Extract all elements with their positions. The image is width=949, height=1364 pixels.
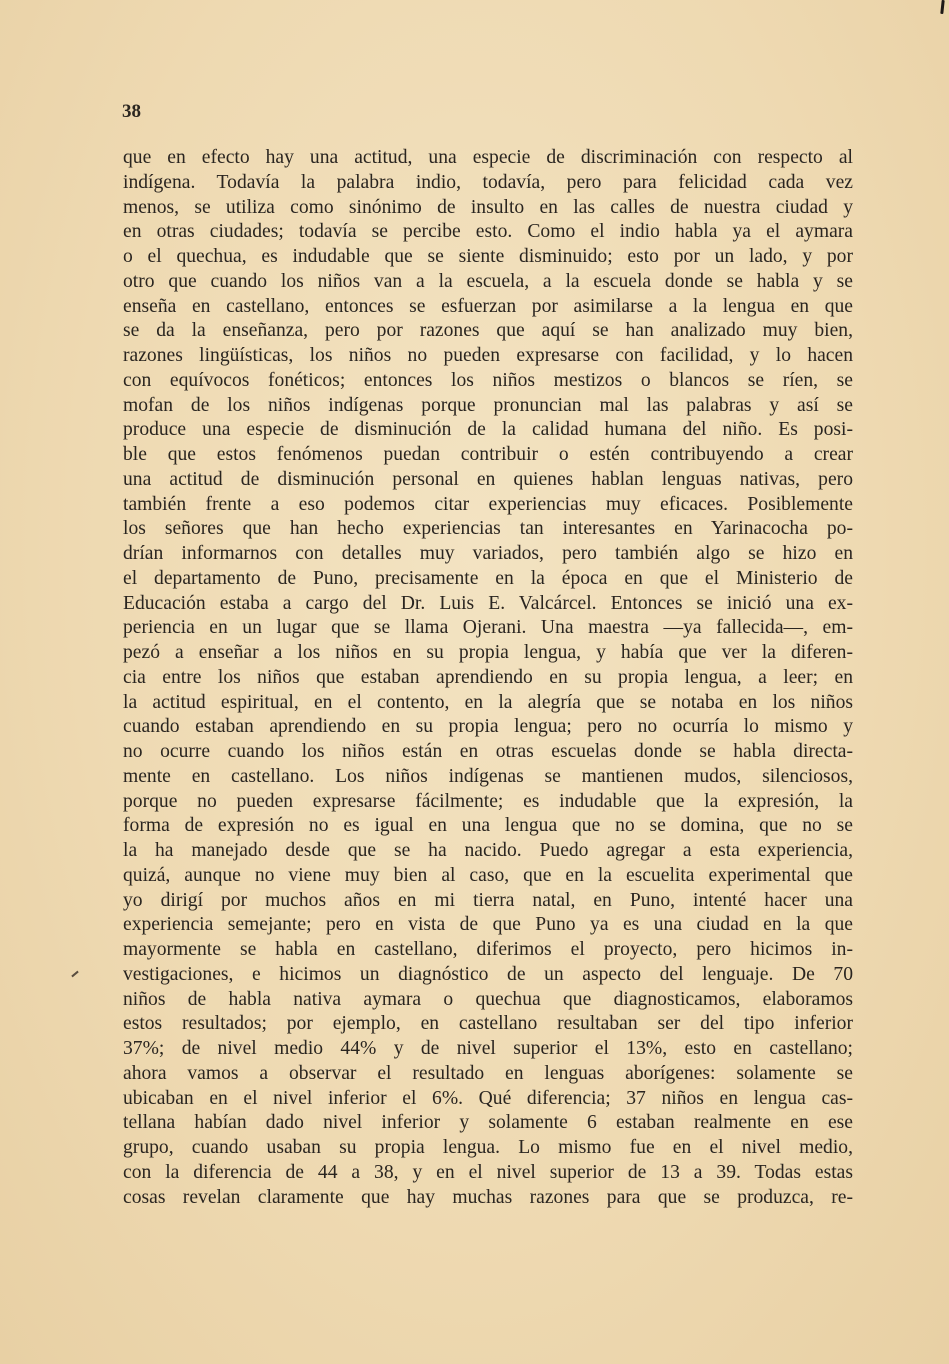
text-line: se da la enseñanza, pero por razones que aquí se han analizado muy bien, (123, 320, 853, 342)
text-line: indígena. Todavía la palabra indio, todavía, pero para felicidad cada vez (123, 171, 853, 193)
text-line: menos, se utiliza como sinónimo de insulto en las calles de nuestra ciudad y (123, 196, 853, 218)
text-line: niños de habla nativa aymara o quechua que diagnosticamos, elaboramos (123, 988, 853, 1010)
text-line: quizá, aunque no viene muy bien al caso, que en la escuelita experimental que (123, 864, 853, 886)
text-line: razones lingüísticas, los niños no pueden expresarse con facilidad, y lo hacen (123, 345, 853, 366)
text-line: 37%; de nivel medio 44% y de nivel superior el 13%, esto en castellano; (123, 1038, 853, 1059)
text-line: en otras ciudades; todavía se percibe esto. Como el indio habla ya el aymara (123, 221, 853, 243)
text-line: la ha manejado desde que se ha nacido. Puedo agregar a esta experiencia, (123, 840, 853, 861)
text-line: mofan de los niños indígenas porque pronuncian mal las palabras y así se (123, 394, 853, 416)
text-line: el departamento de Puno, precisamente en la época en que el Ministerio de (123, 567, 853, 589)
text-line: una actitud de disminución personal en quienes hablan lenguas nativas, pero (123, 468, 853, 490)
text-line: estos resultados; por ejemplo, en castellano resultaban ser del tipo inferior (123, 1013, 853, 1035)
text-line: tellana habían dado nivel inferior y solamente 6 estaban realmente en ese (123, 1112, 853, 1134)
text-line: los señores que han hecho experiencias tan interesantes en Yarinacocha po- (123, 518, 853, 540)
text-line: produce una especie de disminución de la calidad humana del niño. Es posi- (123, 419, 853, 441)
text-line: ubicaban en el nivel inferior el 6%. Qué diferencia; 37 niños en lengua cas- (123, 1087, 853, 1109)
text-line: cuando estaban aprendiendo en su propia lengua; pero no ocurría lo mismo y (123, 716, 853, 738)
margin-pencil-mark (71, 971, 78, 978)
text-line: periencia en un lugar que se llama Ojerani. Una maestra —ya fallecida—, em- (123, 617, 853, 639)
text-line: experiencia semejante; pero en vista de que Puno ya es una ciudad en la que (123, 914, 853, 936)
text-line: mayormente se habla en castellano, diferimos el proyecto, pero hicimos in- (123, 939, 853, 960)
text-line: o el quechua, es indudable que se siente disminuido; esto por un lado, y por (123, 246, 853, 267)
page-number: 38 (122, 101, 141, 122)
corner-ink-mark (940, 0, 944, 14)
text-line: yo dirigí por muchos años en mi tierra natal, en Puno, intenté hacer una (123, 889, 853, 911)
text-line: forma de expresión no es igual en una lengua que no se domina, que no se (123, 815, 853, 837)
text-line: también frente a eso podemos citar experiencias muy eficaces. Posiblemente (123, 493, 853, 515)
text-line: Educación estaba a cargo del Dr. Luis E. Valcárcel. Entonces se inició una ex- (123, 592, 853, 614)
text-line: la actitud espiritual, en el contento, en la alegría que se notaba en los niños (123, 691, 853, 713)
text-line: porque no pueden expresarse fácilmente; es indudable que la expresión, la (123, 790, 853, 812)
text-line: no ocurre cuando los niños están en otras escuelas donde se habla directa- (123, 741, 853, 762)
text-line: ahora vamos a observar el resultado en lenguas aborígenes: solamente se (123, 1062, 853, 1084)
text-line: grupo, cuando usaban su propia lengua. Lo mismo fue en el nivel medio, (123, 1137, 853, 1158)
text-line: mente en castellano. Los niños indígenas se mantienen mudos, silenciosos, (123, 765, 853, 787)
text-line: que en efecto hay una actitud, una especie de discriminación con respecto al (123, 147, 853, 168)
text-line: vestigaciones, e hicimos un diagnóstico de un aspecto del lenguaje. De 70 (123, 963, 853, 985)
text-line: con la diferencia de 44 a 38, y en el nivel superior de 13 a 39. Todas estas (123, 1161, 853, 1183)
text-line: pezó a enseñar a los niños en su propia lengua, y había que ver la diferen- (123, 642, 853, 663)
body-paragraph (123, 146, 853, 1210)
text-line: otro que cuando los niños van a la escuela, a la escuela donde se habla y se (123, 270, 853, 292)
text-line: cia entre los niños que estaban aprendiendo en su propia lengua, a leer; en (123, 666, 853, 688)
text-line: con equívocos fonéticos; entonces los niños mestizos o blancos se ríen, se (123, 369, 853, 391)
text-line: drían informarnos con detalles muy variados, pero también algo se hizo en (123, 543, 853, 564)
text-line: ble que estos fenómenos puedan contribuir o estén contribuyendo a crear (123, 444, 853, 465)
text-line: enseña en castellano, entonces se esfuerzan por asimilarse a la lengua en que (123, 295, 853, 317)
text-line: cosas revelan claramente que hay muchas razones para que se produzca, re- (123, 1186, 853, 1208)
